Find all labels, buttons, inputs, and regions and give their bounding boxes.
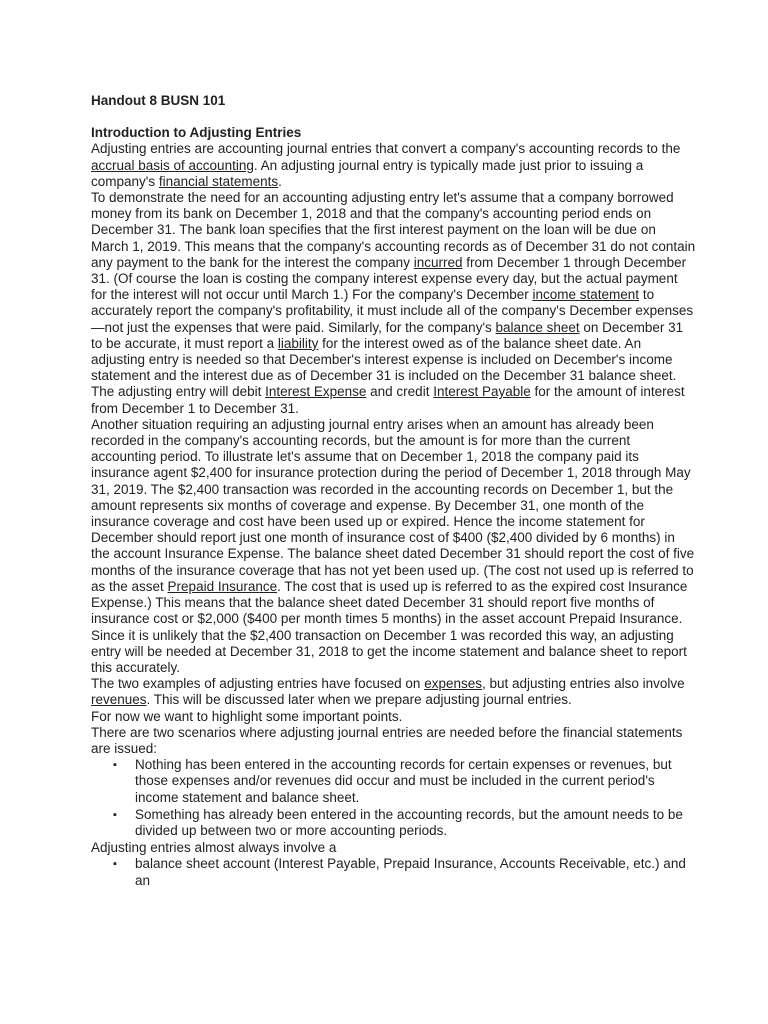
text-segment: , but adjusting entries also involve	[482, 676, 685, 692]
scenarios-list	[91, 757, 696, 839]
text-segment: To demonstrate the need for an accounting adjusting entry let's assume that a company borrowed money from its bank on December 1, 2018 and that the company's accounting period ends on December 31. The bank loan specifies that the first interest payment on the loan will be due on March 1, 2019. This means that the company's accounting records as of December 31 do not contain any payment to the bank for the interest the company	[91, 190, 696, 270]
link-prepaid-insurance[interactable]: Prepaid Insurance	[167, 578, 278, 594]
text-segment: for the amount of interest from December 1 to December 31.	[91, 384, 685, 416]
list-item: ▪ Nothing has been entered in the accounting records for certain expenses or revenues, but those expenses and/or revenues did occur and must be included in the current period's income statement and balance sheet.	[135, 757, 696, 806]
link-income-statement[interactable]: income statement	[532, 287, 640, 303]
text-segment: . This will be discussed later when we prepare adjusting journal entries.	[146, 692, 572, 708]
list-item: ▪ Something has already been entered in the accounting records, but the amount needs to be divided up between two or more accounting periods.	[135, 807, 696, 839]
link-liability[interactable]: liability	[277, 335, 319, 351]
paragraph-intro	[91, 141, 696, 190]
link-incurred[interactable]: incurred	[413, 254, 463, 270]
list-item: ▪ balance sheet account (Interest Payable, Prepaid Insurance, Accounts Receivable, etc.) and an	[135, 856, 696, 888]
paragraph-highlight: For now we want to highlight some important points.	[91, 708, 403, 724]
text-segment: for the interest owed as of the balance sheet date. An adjusting entry is needed so that December's interest expense is included on December's income statement and the interest due as of December 31 is included on the December 31 balance sheet. The adjusting entry will debit	[91, 335, 677, 400]
link-accrual-basis[interactable]: accrual basis of accounting	[91, 157, 254, 173]
text-segment: . The cost that is used up is referred to as the expired cost Insurance Expense.) This means that the balance sheet dated December 31 should report five months of insurance cost or $2,000 ($400 per month times 5 months) in the asset account Prepaid Insurance. Since it is unlikely that the $2,400 transaction on December 1 was recorded this way, an adjusting entry will be needed at December 31, 2018 to get the income statement and balance sheet to report this accurately.	[91, 578, 688, 675]
text-segment: Another situation requiring an adjusting journal entry arises when an amount has already been recorded in the company's accounting records, but the amount is for more than the current accounting period. To illustrate let's assume that on December 1, 2018 the company paid its insurance agent $2,400 for insurance protection during the period of December 1, 2018 through May 31, 2019. The $2,400 transaction was recorded in the accounting records on December 1, but the amount represents six months of coverage and expense. By December 31, one month of the insurance coverage and cost have been used up or expired. Hence the income statement for December should report just one month of insurance cost of $400 ($2,400 divided by 6 months) in the account Insurance Expense. The balance sheet dated December 31 should report the cost of five months of the insurance coverage that has not yet been used up. (The cost not used up is referred to as the asset	[91, 416, 695, 594]
paragraph-insurance-example	[91, 417, 696, 676]
link-financial-statements[interactable]: financial statements	[158, 173, 279, 189]
link-revenues[interactable]: revenues	[91, 692, 147, 708]
text-segment: and credit	[366, 384, 434, 400]
involve-list	[91, 856, 696, 888]
text-segment: .	[278, 173, 282, 189]
document-title: Handout 8 BUSN 101	[91, 93, 226, 108]
text-segment: to accurately report the company's profitability, it must include all of the company's December expenses—not just the expenses that were paid. Similarly, for the company's	[91, 287, 694, 335]
section-heading: Introduction to Adjusting Entries	[91, 125, 302, 141]
paragraph-interest-example	[91, 190, 696, 417]
text-segment: from December 1 through December 31. (Of course the loan is costing the company interest expense every day, but the actual payment for the interest will not occur until March 1.) For the company's December	[91, 254, 687, 303]
link-balance-sheet[interactable]: balance sheet	[495, 319, 580, 335]
text-segment: on December 31 to be accurate, it must report a	[91, 319, 684, 351]
paragraph-revenues-note	[91, 676, 696, 708]
text-segment: The two examples of adjusting entries have focused on	[91, 676, 425, 692]
link-interest-payable[interactable]: Interest Payable	[433, 384, 531, 400]
text-segment: . An adjusting journal entry is typically made just prior to issuing a company's	[91, 157, 644, 189]
link-expenses[interactable]: expenses	[424, 676, 482, 692]
paragraph-involve-intro: Adjusting entries almost always involve a	[91, 840, 337, 856]
text-segment: Adjusting entries are accounting journal entries that convert a company's accounting records to the	[91, 141, 681, 157]
link-interest-expense[interactable]: Interest Expense	[265, 384, 367, 400]
paragraph-scenarios-intro: There are two scenarios where adjusting journal entries are needed before the financial statements are issued:	[91, 724, 683, 756]
